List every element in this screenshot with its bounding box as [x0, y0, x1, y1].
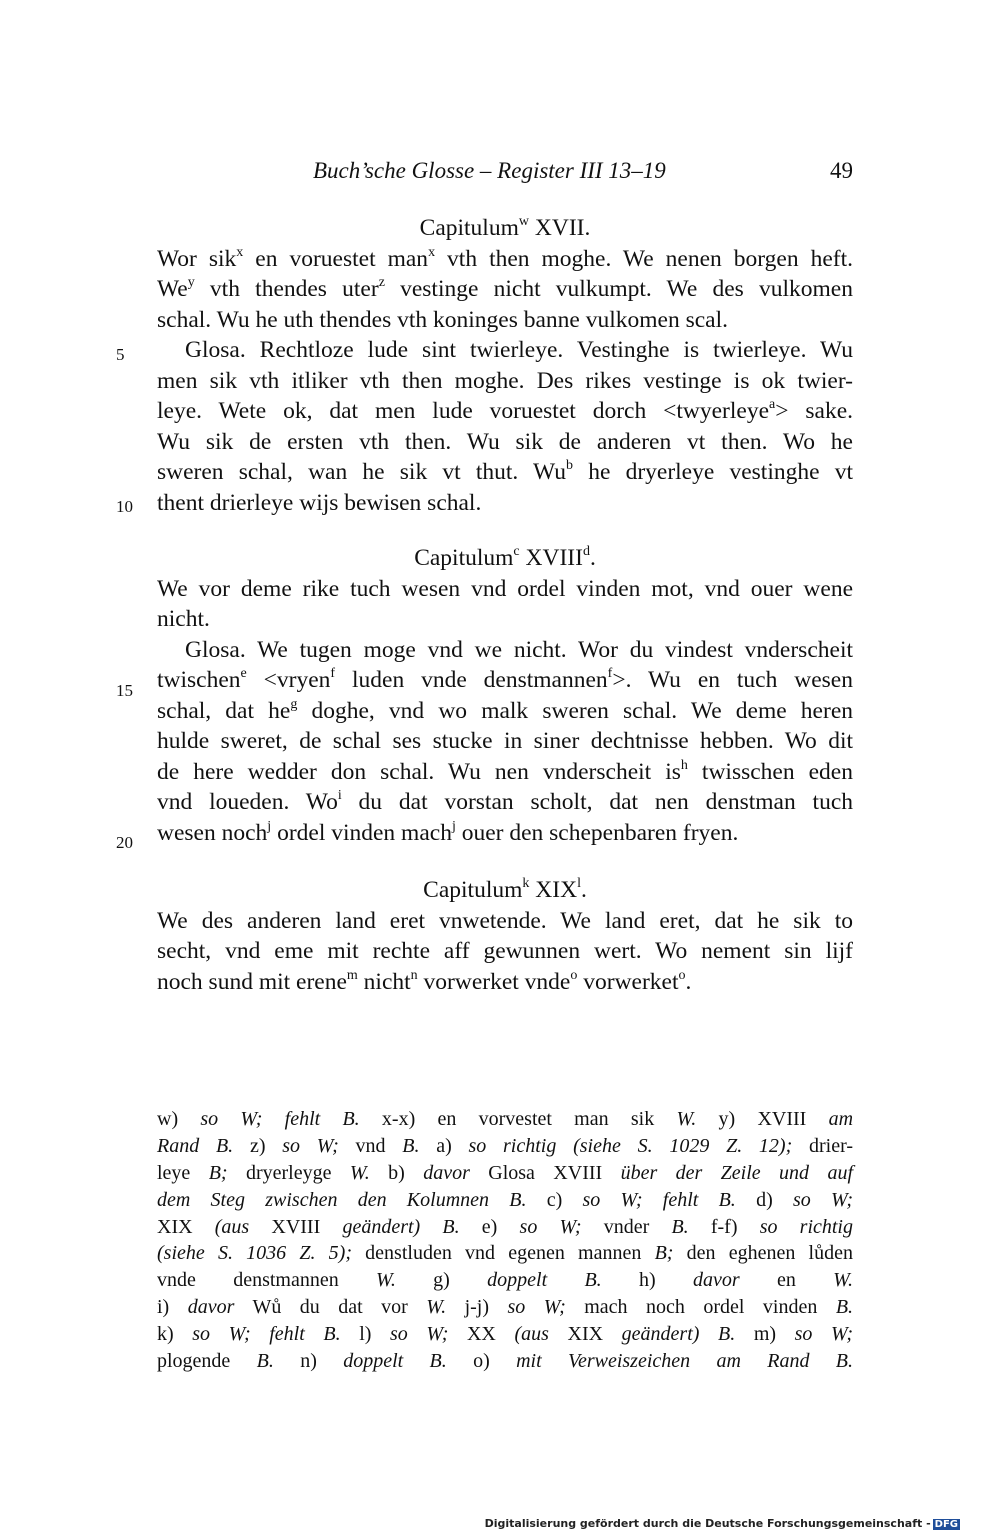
footnote-w: w) so W; fehlt B.: [157, 1108, 360, 1130]
footnote-b: b) davor Glosa XVIII über der Zeile und auf: [388, 1161, 853, 1184]
text-line: nicht.: [157, 606, 210, 632]
chapter-heading: Capitulum$^k$ XIX$^l$.: [423, 876, 587, 903]
footnote-g: g) doppelt B.: [433, 1269, 602, 1292]
glosa-line: Wu sik de ersten vth then. Wu sik de anderen vt then. Wo he: [157, 428, 853, 455]
glosa-line: Glosa. We tugen moge vnd we nicht. Wor du vindest vnderscheit: [185, 636, 853, 663]
chapter-17: [157, 213, 853, 518]
footnote-h: h) davor en W.: [639, 1269, 853, 1292]
glosa-line: wesen noch$^j$ ordel vinden mach$^j$ ouer den schepenbaren fryen.: [157, 818, 739, 846]
footnote-f: f-f) so richtig: [710, 1215, 853, 1238]
line-number-15: 15: [116, 681, 133, 700]
glosa-line: vnd loueden. Wo$^i$ du dat vorstan scholt, dat nen denstman tuch: [157, 788, 854, 815]
footnote-n: n) doppelt B.: [300, 1350, 447, 1373]
running-head: Buch’sche Glosse – Register III 13–19: [313, 158, 666, 183]
dfg-logo-icon: DFG: [934, 1519, 958, 1530]
footnote-o: o) mit Verweiszeichen am Rand B.: [473, 1350, 853, 1373]
footnote-line: (siehe S. 1036 Z. 5); denstluden vnd egenen mannen B; den eghenen lůden: [157, 1242, 853, 1265]
glosa-line: twischen$^e$ <vryen$^f$ luden vnde denstmannen$^f$>. Wu en tuch wesen: [157, 666, 853, 693]
footnote-line: leye B; dryerleyge W. b) davor Glosa XVIII über der Zeile und auf: [157, 1161, 853, 1184]
footnote-l: l) so W; XX (aus XIX geändert) B.: [359, 1323, 736, 1346]
footnote-line: plogende B. n) doppelt B. o) mit Verweiszeichen am Rand B.: [157, 1350, 853, 1373]
text-line: schal. Wu he uth thendes vth koninges banne vulkomen scal.: [157, 306, 728, 333]
footnote-line: vnde denstmannen W. g) doppelt B. h) davor en W.: [157, 1269, 853, 1292]
glosa-line: schal, dat $he^g$ doghe, vnd wo malk sweren schal. We deme heren: [157, 696, 853, 724]
dfg-credit: Digitalisierung gefördert durch die Deutsche Forschungsgemeinschaft - DFG: [484, 1517, 958, 1530]
chapter-19: [157, 875, 853, 997]
page-header: [157, 158, 853, 188]
text-line: We$^y$ vth thendes uter$^z$ vestinge nicht vulkumpt. We des vulkomen: [157, 275, 853, 302]
text-line: We vor deme rike tuch wesen vnd ordel vinden mot, vnd ouer wene: [157, 575, 853, 602]
footnote-y: y) XVIII am: [718, 1108, 854, 1130]
text-line: We des anderen land eret vnwetende. We land eret, dat he sik to: [157, 907, 853, 934]
footnote-line: [157, 1321, 853, 1348]
line-number-20: 20: [116, 833, 133, 852]
footnote-line: XIX (aus XVIII geändert) B. e) so W; vnder B. f-f) so richtig: [157, 1215, 853, 1238]
footnote-k: k) so W; fehlt B.: [157, 1323, 341, 1346]
footnote-c: c) so W; fehlt B.: [546, 1188, 736, 1211]
footnote-i: i) davor Wů du dat vor W.: [157, 1296, 447, 1319]
chapter-heading: Capitulum$^w$ XVII.: [419, 214, 591, 241]
glosa-line: de here wedder don schal. Wu nen vnderscheit $is^h$ twisschen eden: [157, 757, 853, 785]
glosa-line: thent drierleye wijs bewisen schal.: [157, 489, 482, 516]
page-number: 49: [830, 158, 853, 183]
text-line: secht, vnd eme mit rechte aff gewunnen wert. Wo nement sin lijf: [157, 938, 853, 964]
footnote-m: m) so W;: [753, 1323, 854, 1346]
chapter-18: [157, 543, 853, 848]
footnote-z: z) so W; vnd B.: [249, 1134, 420, 1157]
glosa-line: men sik vth itliker vth then moghe. Des rikes vestinge is ok twier-: [157, 367, 853, 394]
footnote-d: d) so W;: [756, 1188, 854, 1211]
line-number-5: 5: [116, 345, 125, 364]
glosa-line: sweren schal, wan he sik vt thut. Wu$^b$ he dryerleye vestinghe vt: [157, 458, 854, 485]
footnote-line: [157, 1294, 853, 1321]
glosa-line: leye. Wete ok, dat men lude voruestet dorch <twyerleye$^a$> sake.: [157, 397, 853, 424]
footnote-line: [157, 1106, 853, 1133]
footnote-line: dem Steg zwischen den Kolumnen B. c) so W; fehlt B. d) so W;: [157, 1188, 854, 1211]
chapter-heading: Capitulum$^c$ XVIII$^d$.: [414, 544, 596, 571]
glosa-line: hulde sweret, de schal ses stucke in siner dechtnisse hebben. Wo dit: [157, 728, 853, 754]
text-line: noch sund mit erene$^m$ nicht$^n$ vorwerket vnde$^o$ vorwerket$^o$.: [157, 967, 692, 995]
footnotes: [157, 1106, 853, 1375]
footnote-line: Rand B. z) so W; vnd B. a) so richtig (siehe S. 1029 Z. 12); drier-: [157, 1134, 854, 1157]
footnote-a: a) so richtig (siehe S. 1029 Z. 12); drier-: [436, 1134, 854, 1157]
glosa-line: Glosa. Rechtloze lude sint twierleye. Vestinghe is twierleye. Wu: [185, 337, 853, 363]
footnote-j: j-j) so W; mach noch ordel vinden B.: [464, 1296, 854, 1319]
text-line: Wor sik$^x$ en voruestet man$^x$ vth then moghe. We nenen borgen heft.: [157, 244, 853, 272]
footnote-e: e) so W; vnder B.: [481, 1215, 689, 1238]
line-number-10: 10: [116, 497, 133, 516]
footnote-x: x-x) en vorvestet man sik W.: [381, 1108, 697, 1130]
